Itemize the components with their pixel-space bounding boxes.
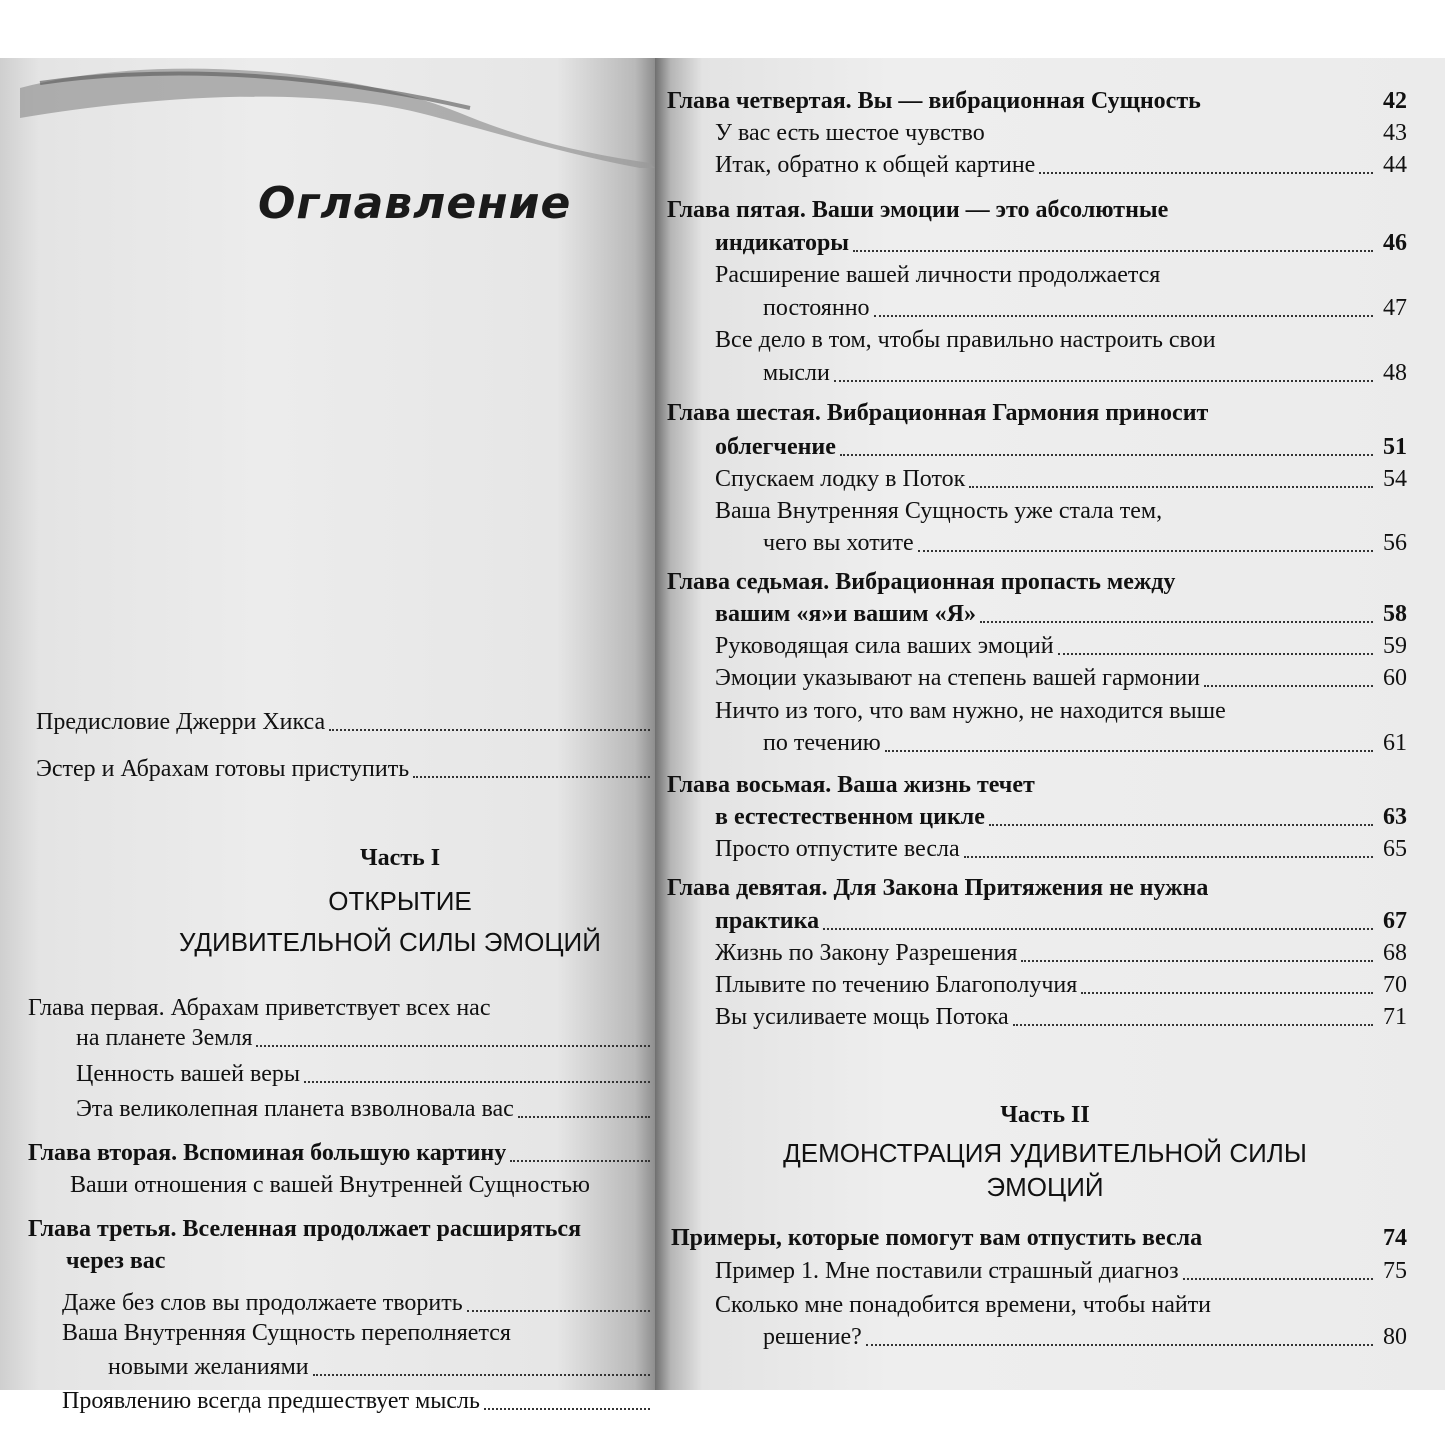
leader-dots	[969, 486, 1373, 488]
right-page	[655, 58, 1445, 1390]
leader-dots	[304, 1081, 650, 1083]
chapter-heading: Глава восьмая. Ваша жизнь течет	[667, 772, 1035, 798]
entry-text: У вас есть шестое чувство	[715, 120, 985, 146]
toc-entry-section	[76, 1094, 654, 1125]
page-number: 47	[1383, 295, 1407, 321]
toc-entry-section	[76, 1059, 654, 1090]
page-number: 74	[1383, 1225, 1407, 1251]
entry-text: Эстер и Абрахам готовы приступить	[36, 756, 410, 782]
part-label: Часть I	[359, 845, 441, 871]
book-spread	[0, 58, 1445, 1414]
toc-entry-chapter	[715, 432, 1407, 463]
page-number: 63	[1383, 804, 1407, 830]
page-number: 56	[1383, 530, 1407, 556]
toc-entry-section: Ваши отношения с вашей Внутренней Сущностью	[70, 1172, 590, 1198]
toc-entry-section: Ваша Внутренняя Сущность уже стала тем,	[715, 498, 1163, 524]
leader-dots	[1058, 653, 1373, 655]
page-number: 70	[1383, 972, 1407, 998]
toc-entry-section	[715, 1002, 1407, 1033]
part-title: УДИВИТЕЛЬНОЙ СИЛЫ ЭМОЦИЙ	[179, 927, 601, 957]
chapter-heading: Глава пятая. Ваши эмоции — это абсолютные	[667, 197, 1169, 223]
chapter-heading: Глава девятая. Для Закона Притяжения не нужна	[667, 875, 1209, 901]
chapter-heading: Глава первая. Абрахам приветствует всех нас	[28, 995, 491, 1021]
toc-entry-chapter	[671, 1223, 1407, 1254]
leader-dots	[823, 928, 1373, 930]
entry-text: Примеры, которые помогут вам отпустить весла	[671, 1225, 1203, 1251]
toc-entry-section	[763, 528, 1407, 559]
leader-dots	[1039, 172, 1373, 174]
toc-entry-section	[763, 728, 1407, 759]
toc-entry-section	[715, 118, 1407, 149]
toc-entry-section: Ваша Внутренняя Сущность переполняется	[62, 1320, 511, 1346]
entry-text: Жизнь по Закону Разрешения	[715, 940, 1018, 966]
entry-text: Пример 1. Мне поставили страшный диагноз	[715, 1258, 1179, 1284]
page-number: 42	[1383, 88, 1407, 114]
toc-entry-section	[715, 1256, 1407, 1287]
page-number: 60	[1383, 665, 1407, 691]
entry-text: решение?	[763, 1324, 862, 1350]
page-number: 46	[1383, 230, 1407, 256]
part-title: ЭМОЦИЙ	[986, 1172, 1104, 1202]
leader-dots	[853, 250, 1373, 252]
leader-dots	[467, 1310, 650, 1312]
page-number: 80	[1383, 1324, 1407, 1350]
entry-text: Предисловие Джерри Хикса	[36, 709, 326, 735]
entry-text: облегчение	[715, 434, 836, 460]
entry-text: Ценность вашей веры	[76, 1061, 300, 1087]
part-title: ДЕМОНСТРАЦИЯ УДИВИТЕЛЬНОЙ СИЛЫ	[783, 1138, 1307, 1168]
part-label: Часть II	[1000, 1102, 1090, 1128]
page-number: 68	[1383, 940, 1407, 966]
leader-dots	[484, 1408, 650, 1410]
toc-entry-chapter	[715, 599, 1407, 630]
toc-entry-section	[715, 631, 1407, 662]
leader-dots	[1013, 1024, 1373, 1026]
entry-text: индикаторы	[715, 230, 850, 256]
toc-entry-section	[763, 358, 1407, 389]
part-title: ОТКРЫТИЕ	[328, 886, 472, 916]
toc-entry-section	[715, 970, 1407, 1001]
leader-dots	[840, 454, 1373, 456]
entry-text: Плывите по течению Благополучия	[715, 972, 1078, 998]
toc-entry-chapter	[715, 228, 1407, 259]
entry-text: Просто отпустите весла	[715, 836, 960, 862]
page-number: 67	[1383, 908, 1407, 934]
page-number: 51	[1383, 434, 1407, 460]
entry-text: Эмоции указывают на степень вашей гармонии	[715, 665, 1200, 691]
page-number: 43	[1383, 120, 1407, 146]
toc-entry-section	[62, 1386, 654, 1417]
toc-entry-chapter	[28, 1138, 654, 1169]
toc-entry-section: Сколько мне понадобится времени, чтобы найти	[715, 1292, 1212, 1318]
chapter-heading: Глава седьмая. Вибрационная пропасть между	[667, 569, 1176, 595]
toc-entry-section	[715, 663, 1407, 694]
left-page	[0, 58, 655, 1414]
toc-entry-section: Все дело в том, чтобы правильно настроить свои	[715, 327, 1216, 353]
leader-dots	[874, 315, 1373, 317]
entry-text: новыми желаниями	[108, 1354, 309, 1380]
leader-dots	[1183, 1278, 1373, 1280]
toc-entry-section	[108, 1352, 654, 1383]
toc-entry-section	[715, 464, 1407, 495]
page-number: 75	[1383, 1258, 1407, 1284]
page-number: 65	[1383, 836, 1407, 862]
entry-text: Глава вторая. Вспоминая большую картину	[28, 1140, 507, 1166]
leader-dots	[413, 776, 650, 778]
toc-entry-chapter	[76, 1023, 654, 1054]
toc-entry-section	[715, 834, 1407, 865]
toc-entry-section	[763, 1322, 1407, 1353]
entry-text: по течению	[763, 730, 881, 756]
leader-dots	[885, 750, 1373, 752]
leader-dots	[518, 1116, 650, 1118]
entry-text: Даже без слов вы продолжаете творить	[62, 1290, 463, 1316]
page-number: 59	[1383, 633, 1407, 659]
leader-dots	[313, 1374, 650, 1376]
leader-dots	[918, 550, 1373, 552]
entry-text: в естестественном цикле	[715, 804, 985, 830]
toc-entry-section	[715, 938, 1407, 969]
page-number: 71	[1383, 1004, 1407, 1030]
toc-entry-section	[715, 150, 1407, 181]
entry-text: Глава четвертая. Вы — вибрационная Сущность	[667, 88, 1201, 114]
entry-text: Вы усиливаете мощь Потока	[715, 1004, 1009, 1030]
chapter-heading: Глава третья. Вселенная продолжает расширяться	[28, 1216, 582, 1242]
toc-entry-section: Расширение вашей личности продолжается	[715, 262, 1161, 288]
chapter-heading: Глава шестая. Вибрационная Гармония приносит	[667, 400, 1209, 426]
leader-dots	[1081, 992, 1373, 994]
leader-dots	[980, 621, 1373, 623]
decorative-swoosh-icon	[0, 58, 655, 168]
page-title: Оглавление	[258, 178, 572, 229]
entry-text: чего вы хотите	[763, 530, 914, 556]
toc-entry-section: Ничто из того, что вам нужно, не находится выше	[715, 698, 1226, 724]
entry-text: практика	[715, 908, 820, 934]
chapter-heading: через вас	[66, 1248, 166, 1274]
entry-text: вашим «я»и вашим «Я»	[715, 601, 976, 627]
entry-text: Итак, обратно к общей картине	[715, 152, 1036, 178]
entry-text: Руководящая сила ваших эмоций	[715, 633, 1054, 659]
leader-dots	[866, 1344, 1373, 1346]
toc-entry-section	[62, 1288, 654, 1319]
leader-dots	[989, 824, 1373, 826]
page-number: 58	[1383, 601, 1407, 627]
leader-dots	[256, 1045, 650, 1047]
entry-text: мысли	[763, 360, 830, 386]
leader-dots	[1204, 685, 1373, 687]
entry-text: на планете Земля	[76, 1025, 253, 1051]
entry-text: Спускаем лодку в Поток	[715, 466, 966, 492]
leader-dots	[510, 1160, 650, 1162]
toc-entry-chapter	[667, 86, 1407, 117]
entry-text: Эта великолепная планета взволновала вас	[76, 1096, 514, 1122]
page-number: 54	[1383, 466, 1407, 492]
toc-entry-section	[763, 293, 1407, 324]
toc-entry-preface	[36, 707, 654, 738]
leader-dots	[1021, 960, 1373, 962]
toc-entry-chapter	[715, 802, 1407, 833]
entry-text: постоянно	[763, 295, 870, 321]
page-number: 61	[1383, 730, 1407, 756]
leader-dots	[834, 380, 1373, 382]
leader-dots	[329, 729, 650, 731]
entry-text: Проявлению всегда предшествует мысль	[62, 1388, 480, 1414]
toc-entry-chapter	[715, 906, 1407, 937]
page-number: 48	[1383, 360, 1407, 386]
toc-entry-intro	[36, 754, 654, 785]
leader-dots	[964, 856, 1373, 858]
page-number: 44	[1383, 152, 1407, 178]
